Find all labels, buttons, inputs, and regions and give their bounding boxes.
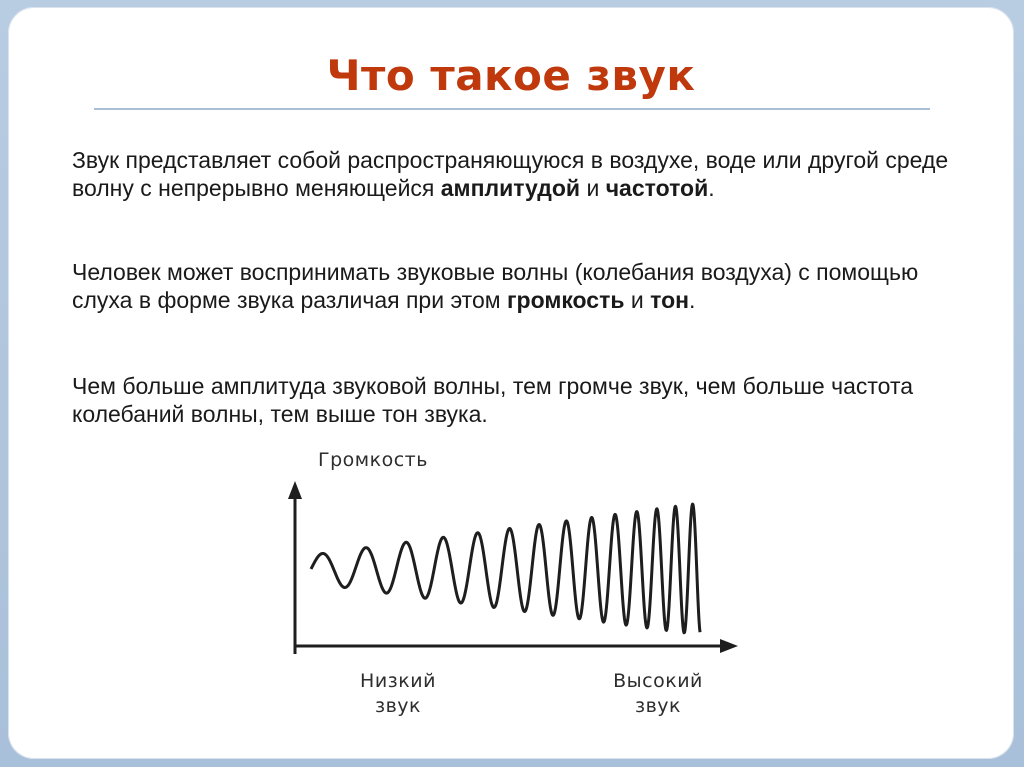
paragraph-1 [72, 146, 972, 202]
low-sound-label [338, 669, 458, 719]
paragraph-2-text-b: и [624, 287, 651, 313]
sound-wave-figure [278, 439, 758, 729]
y-axis-arrowhead [288, 481, 302, 499]
title-divider [94, 108, 930, 110]
slide-title: Что такое звук [326, 51, 696, 100]
paragraph-2-text-c: . [689, 287, 696, 313]
paragraph-2 [72, 258, 972, 314]
paragraph-2-text-a: Человек может воспринимать звуковые волны (колебания воздуха) с помощью слуха в форме звука различая при этом [72, 259, 919, 313]
paragraph-2-bold-loudness: громкость [506, 287, 625, 313]
high-sound-label-line1: Высокий [613, 670, 703, 692]
paragraph-1-text-c: . [708, 175, 715, 201]
paragraph-1-text-a: Звук представляет собой распространяющуюся в воздухе, воде или другой среде волну с непрерывно меняющейся [72, 147, 949, 201]
paragraph-1-bold-amplitude: амплитудой [440, 175, 581, 201]
paragraph-3-text: Чем больше амплитуда звуковой волны, тем громче звук, чем больше частота колебаний волны, тем выше тон звука. [72, 373, 914, 427]
x-axis-arrowhead [720, 639, 738, 653]
high-sound-label [588, 669, 728, 719]
sound-wave-line [311, 504, 700, 633]
high-sound-label-line2: звук [634, 695, 682, 717]
paragraph-1-text-b: и [580, 175, 606, 201]
slide [8, 7, 1014, 759]
paragraph-3 [72, 372, 972, 428]
y-axis-label: Громкость [318, 449, 428, 471]
paragraph-1-bold-frequency: частотой [605, 175, 709, 201]
low-sound-label-line2: звук [374, 695, 422, 717]
low-sound-label-line1: Низкий [360, 670, 436, 692]
paragraph-2-bold-tone: тон [650, 287, 690, 313]
